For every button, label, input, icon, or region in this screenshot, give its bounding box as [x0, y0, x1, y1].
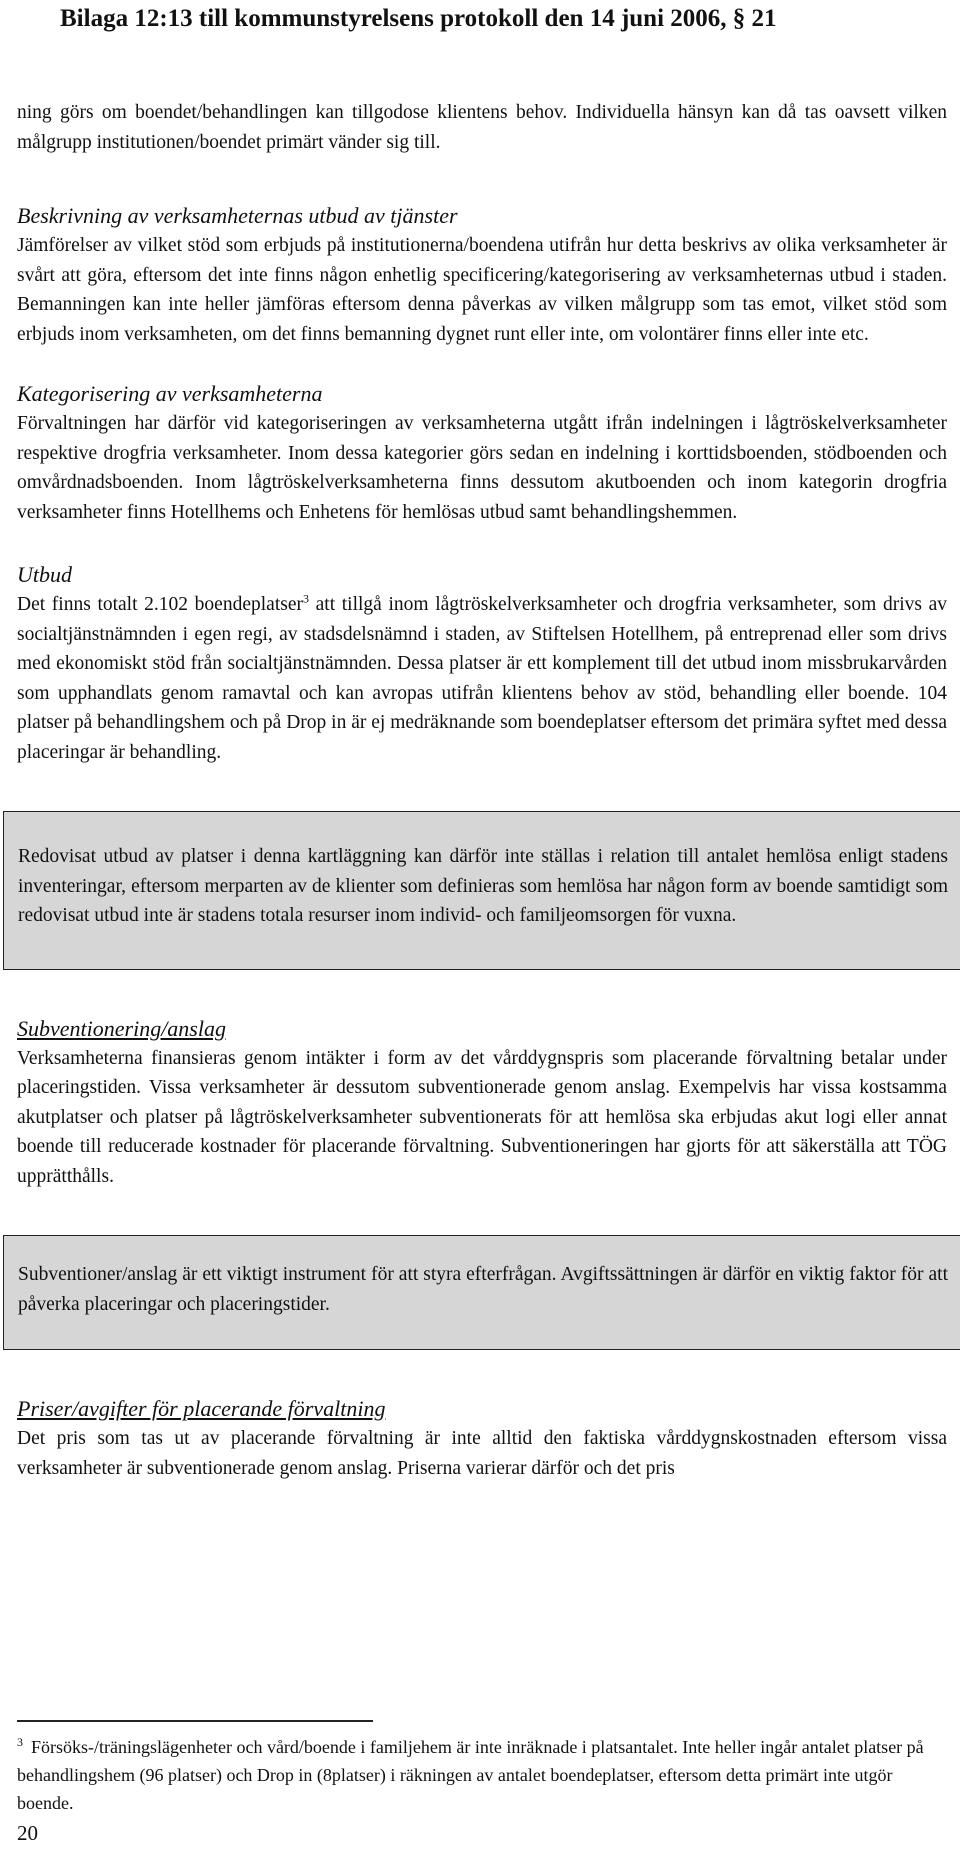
section-paragraph-beskrivning: Jämförelser av vilket stöd som erbjuds på institutionerna/boendena utifrån hur detta beskrivs av olika verksamheter är svårt att göra, eftersom det inte finns någon enhetlig specificering/kategorisering av verksamheternas utbud i staden. Bemanningen kan inte heller jämföras eftersom denna påverkas av vilken målgrupp som tas emot, vilket stöd som erbjuds inom verksamheten, om det finns bemanning dygnet runt eller inte, om volontärer finns eller inte etc. [17, 235, 947, 345]
highlight-box-subventioner-text: Subventioner/anslag är ett viktigt instrument för att styra efterfrågan. Avgiftssättningen är därför en viktig faktor för att påverka placeringar och placeringstider. [18, 1264, 948, 1315]
highlight-box-utbud [3, 811, 960, 970]
intro-paragraph: ning görs om boendet/behandlingen kan tillgodose klientens behov. Individuella hänsyn kan då tas oavsett vilken målgrupp institutionen/boendet primärt vänder sig till. [17, 102, 947, 153]
utbud-text-end: att tillgå inom lågtröskelverksamheter och drogfria verksamheter, som drivs av socialtjänstnämnden i egen regi, av stadsdelsnämnd i staden, av Stiftelsen Hotellhem, på entreprenad eller som drivs med ekonomiskt stöd från socialtjänstnämnden. Dessa platser är ett komplement till det utbud inom missbrukarvården som upphandlats genom ramavtal och kan avropas utifrån klientens behov av stöd, behandling eller boende. 104 platser på behandlingshem och på Drop in är ej medräknande som boendeplatser eftersom det primära syftet med dessa placeringar är behandling. [17, 594, 947, 763]
page-header: Bilaga 12:13 till kommunstyrelsens protokoll den 14 juni 2006, § 21 [60, 5, 777, 32]
page-content [17, 98, 947, 1483]
utbud-text-start: Det finns totalt 2.102 boendeplatser [17, 594, 303, 615]
section-heading-beskrivning: Beskrivning av verksamheternas utbud av tjänster [17, 203, 458, 228]
section-heading-kategorisering: Kategorisering av verksamheterna [17, 381, 323, 406]
section-paragraph-kategorisering: Förvaltningen har därför vid kategoriseringen av verksamheterna utgått ifrån indelningen i lågtröskelverksamheter respektive drogfria verksamheter. Inom dessa kategorier görs sedan en indelning i korttidsboenden, stödboenden och omvårdnadsboenden. Inom lågtröskelverksamheterna finns dessutom akutboenden och inom kategorin drogfria verksamheter finns Hotellhems och Enhetens för hemlösas utbud samt behandlingshemmen. [17, 413, 947, 523]
section-heading-subventionering: Subventionering/anslag [17, 1015, 226, 1041]
footnote-reference: 3 [302, 591, 309, 606]
footnote-text: Försöks-/träningslägenheter och vård/boende i familjehem är inte inräknade i platsantalet. Inte heller ingår antalet platser på behandlingshem (96 platser) och Drop in (8platser) i räkningen av antalet boendeplatser, eftersom detta primärt inte utgör boende. [17, 1737, 924, 1813]
highlight-box-utbud-text: Redovisat utbud av platser i denna kartläggning kan därför inte ställas i relation till antalet hemlösa enligt stadens inventeringar, eftersom merparten av de klienter som definieras som hemlösa har någon form av boende samtidigt som redovisat utbud inte är stadens totala resurser inom individ- och familjeomsorgen för vuxna. [18, 846, 948, 926]
section-paragraph-utbud [17, 590, 947, 767]
footnote [17, 1728, 937, 1817]
section-heading-utbud: Utbud [17, 562, 72, 587]
highlight-box-subventioner [3, 1235, 960, 1350]
section-paragraph-subventionering: Verksamheterna finansieras genom intäkter i form av det vårddygnspris som placerande förvaltning betalar under placeringstiden. Vissa verksamheter är dessutom subventionerade genom anslag. Exempelvis har vissa kostsamma akutplatser och platser på lågtröskelverksamheter subventionerats för att hemlösa ska erbjudas akut logi eller annat boende till reducerade kostnader för placerande förvaltning. Subventioneringen har gjorts för att säkerställa att TÖG upprätthålls. [17, 1047, 947, 1187]
section-paragraph-priser: Det pris som tas ut av placerande förvaltning är inte alltid den faktiska vårddygnskostnaden eftersom vissa verksamheter är subventionerade genom anslag. Priserna varierar därför och det pris [17, 1428, 947, 1479]
page-number: 20 [17, 1821, 38, 1845]
footnote-mark: 3 [17, 1735, 23, 1749]
section-heading-priser: Priser/avgifter för placerande förvaltning [17, 1396, 386, 1421]
footnote-divider [17, 1720, 373, 1722]
